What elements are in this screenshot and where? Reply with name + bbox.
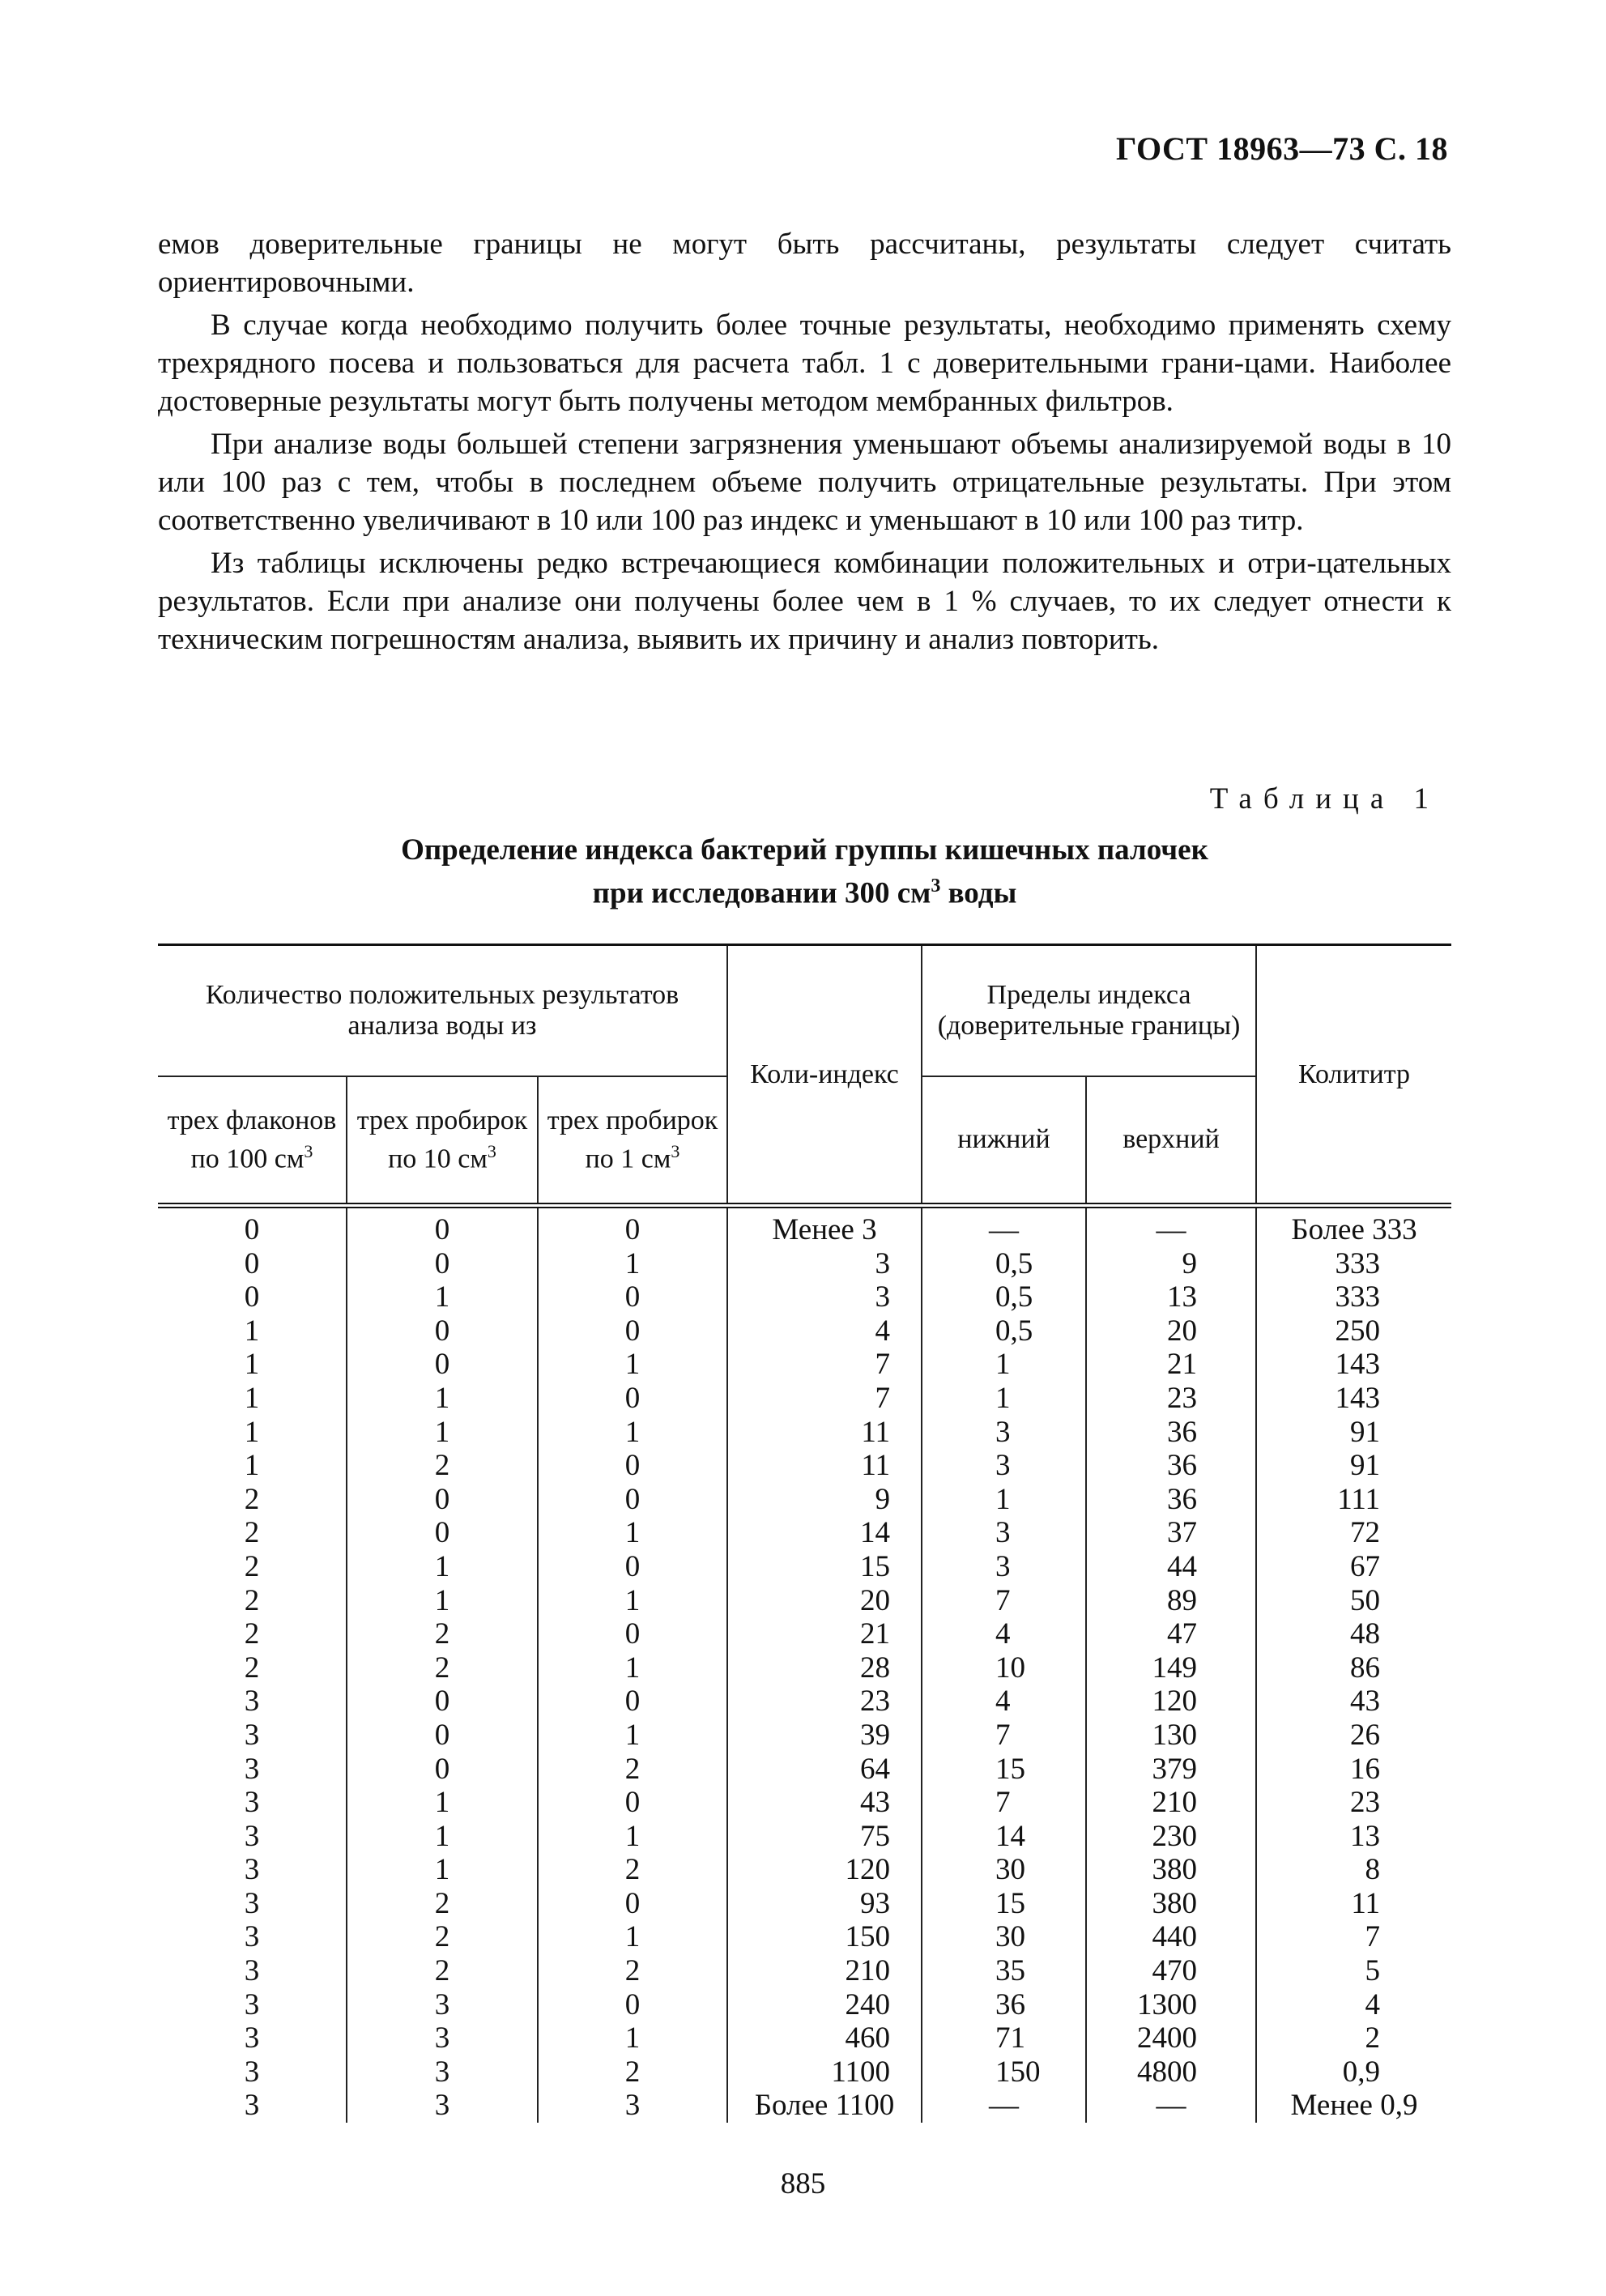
cell-coli-index: 11 (727, 1416, 922, 1450)
cell-coli-index: 150 (727, 1920, 922, 1954)
cell-colititer: 4 (1256, 1988, 1451, 2022)
cell-lower: 15 (922, 1753, 1086, 1787)
cell-lower: 3 (922, 1449, 1086, 1483)
cell-flasks-100: 3 (244, 1819, 260, 1853)
cell-tubes-1: 2 (538, 1753, 727, 1787)
cell-tubes-1: 0 (538, 1483, 727, 1517)
cell-lower: 0,5 (922, 1247, 1086, 1281)
cell-flasks-100: 3 (244, 2089, 260, 2123)
cell-upper: 120 (1086, 1685, 1256, 1719)
cell-tubes-10: 1 (347, 1853, 538, 1887)
cell-upper: 230 (1086, 1820, 1256, 1854)
cell-lower: — (922, 1206, 1086, 1247)
cell-tubes-1: 1 (538, 2021, 727, 2055)
cell-coli-index: 3 (727, 1280, 922, 1314)
cell-tubes-1: 0 (538, 1617, 727, 1651)
cell-flasks-100: 2 (244, 1617, 260, 1651)
header-positive-results: Количество положительных результатов анализа воды из (158, 945, 727, 1076)
cell-coli-index: 210 (727, 1954, 922, 1988)
cell-tubes-1: 0 (538, 1382, 727, 1416)
cell-coli-index: 14 (727, 1516, 922, 1550)
cell-upper: 130 (1086, 1719, 1256, 1753)
cell-tubes-10: 0 (347, 1314, 538, 1348)
cell-coli-index: 39 (727, 1719, 922, 1753)
cell-coli-index: 3 (727, 1247, 922, 1281)
cell-upper: 36 (1086, 1416, 1256, 1450)
cell-colititer: 48 (1256, 1617, 1451, 1651)
cell-colititer: 333 (1256, 1280, 1451, 1314)
cell-upper: 149 (1086, 1651, 1256, 1685)
cell-flasks-100: 1 (244, 1314, 260, 1348)
header-tubes-10: трех пробирок по 10 $см^3$ (347, 1076, 538, 1206)
cell-lower: 1 (922, 1382, 1086, 1416)
cell-upper: 21 (1086, 1348, 1256, 1382)
cell-lower: 7 (922, 1584, 1086, 1618)
cell-lower: 150 (922, 2055, 1086, 2089)
paragraph: Из таблицы исключены редко встречающиеся комбинации положительных и отри-цательных результатов. Если при анализе они получены более чем в 1 % случаев, то их следует отнести к техническим погрешностям анализа, выявить их причину и анализ повторить. (158, 547, 1451, 656)
cell-colititer: 50 (1256, 1584, 1451, 1618)
cell-lower: 4 (922, 1685, 1086, 1719)
cell-lower: 30 (922, 1920, 1086, 1954)
cell-colititer: 143 (1256, 1348, 1451, 1382)
table-label: Таблица 1 (1209, 782, 1440, 816)
cell-colititer: 23 (1256, 1786, 1451, 1820)
header-tubes-1: трех пробирок по 1 $см^3$ (538, 1076, 727, 1206)
paragraph: В случае когда необходимо получить более точные результаты, необходимо применять схему трехрядного посева и пользоваться для расчета табл. 1 с доверительными грани-цами. Наиболее достоверные результаты могут быть получены методом мембранных фильтров. (158, 309, 1451, 418)
cell-tubes-10: 0 (347, 1247, 538, 1281)
cell-tubes-10: 2 (347, 1887, 538, 1921)
cell-tubes-10: 1 (347, 1786, 538, 1820)
table-title-line1: Определение индекса бактерий группы кишечных палочек (401, 833, 1208, 867)
cell-tubes-1: 0 (538, 1550, 727, 1584)
cell-coli-index: 75 (727, 1820, 922, 1854)
cell-coli-index: 7 (727, 1382, 922, 1416)
header-colititer: Колититр (1256, 945, 1451, 1206)
cell-flasks-100: 2 (244, 1651, 260, 1685)
cell-lower: 7 (922, 1786, 1086, 1820)
table-row (158, 2089, 1451, 2123)
table-row (158, 1988, 1451, 2022)
cell-flasks-100: 3 (244, 2055, 260, 2089)
cell-upper: 47 (1086, 1617, 1256, 1651)
cell-tubes-1: 3 (538, 2089, 727, 2123)
table-row (158, 1786, 1451, 1820)
cell-tubes-1: 1 (538, 1348, 727, 1382)
cell-upper: — (1086, 2089, 1256, 2123)
cell-lower: 14 (922, 1820, 1086, 1854)
cell-lower: 35 (922, 1954, 1086, 1988)
cell-colititer: Более 333 (1256, 1206, 1451, 1247)
cell-upper: 36 (1086, 1483, 1256, 1517)
table-row (158, 1753, 1451, 1787)
table-row (158, 1382, 1451, 1416)
cell-coli-index: Менее 3 (727, 1206, 922, 1247)
table-row (158, 1449, 1451, 1483)
cell-flasks-100: 0 (244, 1280, 260, 1314)
cell-coli-index: 11 (727, 1449, 922, 1483)
cell-colititer: 26 (1256, 1719, 1451, 1753)
cell-upper: 2400 (1086, 2021, 1256, 2055)
cell-flasks-100: 1 (244, 1449, 260, 1483)
cell-upper: 13 (1086, 1280, 1256, 1314)
cell-lower: 7 (922, 1719, 1086, 1753)
cell-tubes-1: 1 (538, 1516, 727, 1550)
cell-flasks-100: 3 (244, 1718, 260, 1752)
table-row (158, 1550, 1451, 1584)
cell-coli-index: 120 (727, 1853, 922, 1887)
table-row (158, 1685, 1451, 1719)
cell-tubes-1: 0 (538, 1206, 727, 1247)
cell-colititer: 72 (1256, 1516, 1451, 1550)
cell-tubes-1: 2 (538, 1954, 727, 1988)
coli-index-table (158, 944, 1451, 2123)
cell-colititer: 250 (1256, 1314, 1451, 1348)
cell-lower: 0,5 (922, 1314, 1086, 1348)
cell-coli-index: 240 (727, 1988, 922, 2022)
cell-lower: 3 (922, 1550, 1086, 1584)
cell-tubes-1: 0 (538, 1280, 727, 1314)
table-row (158, 1920, 1451, 1954)
cell-upper: 9 (1086, 1247, 1256, 1281)
cell-lower: 15 (922, 1887, 1086, 1921)
cell-tubes-1: 0 (538, 1314, 727, 1348)
cell-tubes-10: 3 (347, 2089, 538, 2123)
cell-coli-index: 7 (727, 1348, 922, 1382)
document-header: ГОСТ 18963—73 С. 18 (1115, 130, 1448, 167)
cell-colititer: 333 (1256, 1247, 1451, 1281)
cell-lower: 36 (922, 1988, 1086, 2022)
table-row (158, 1887, 1451, 1921)
cell-upper: 379 (1086, 1753, 1256, 1787)
cell-colititer: 5 (1256, 1954, 1451, 1988)
cell-lower: — (922, 2089, 1086, 2123)
cell-tubes-10: 2 (347, 1449, 538, 1483)
cell-flasks-100: 1 (244, 1348, 260, 1382)
cell-coli-index: 28 (727, 1651, 922, 1685)
header-flasks-100: трех флаконов по 100 $см^3$ (158, 1076, 347, 1206)
cell-lower: 30 (922, 1853, 1086, 1887)
cell-flasks-100: 3 (244, 1920, 260, 1954)
cell-tubes-10: 1 (347, 1820, 538, 1854)
cell-upper: 470 (1086, 1954, 1256, 1988)
cell-colititer: 8 (1256, 1853, 1451, 1887)
page-number: 885 (780, 2167, 826, 2200)
cell-lower: 10 (922, 1651, 1086, 1685)
cell-tubes-10: 3 (347, 2055, 538, 2089)
cell-lower: 71 (922, 2021, 1086, 2055)
cell-upper: 37 (1086, 1516, 1256, 1550)
cell-tubes-1: 0 (538, 1449, 727, 1483)
body-text (158, 225, 1451, 658)
cell-tubes-1: 2 (538, 2055, 727, 2089)
cell-tubes-1: 1 (538, 1247, 727, 1281)
table-row (158, 1584, 1451, 1618)
cell-colititer: 11 (1256, 1887, 1451, 1921)
table-row (158, 1617, 1451, 1651)
header-coli-index: Коли-индекс (727, 945, 922, 1206)
table-row (158, 1516, 1451, 1550)
cell-colititer: 111 (1256, 1483, 1451, 1517)
table-row (158, 1206, 1451, 1247)
cell-colititer: 16 (1256, 1753, 1451, 1787)
cell-tubes-10: 2 (347, 1954, 538, 1988)
cell-colititer: 91 (1256, 1416, 1451, 1450)
table-row (158, 2055, 1451, 2089)
table-row (158, 1483, 1451, 1517)
table-row (158, 1820, 1451, 1854)
table-title-line2: при исследовании 300 $см^3$ воды (592, 875, 1017, 910)
cell-lower: 3 (922, 1416, 1086, 1450)
table-row (158, 1651, 1451, 1685)
cell-colititer: Менее 0,9 (1256, 2089, 1451, 2123)
cell-colititer: 2 (1256, 2021, 1451, 2055)
cell-tubes-10: 1 (347, 1416, 538, 1450)
cell-tubes-1: 1 (538, 1416, 727, 1450)
cell-flasks-100: 0 (244, 1213, 260, 1246)
cell-flasks-100: 3 (244, 1987, 260, 2021)
cell-coli-index: 460 (727, 2021, 922, 2055)
cell-tubes-10: 1 (347, 1382, 538, 1416)
cell-tubes-10: 3 (347, 1988, 538, 2022)
cell-colititer: 67 (1256, 1550, 1451, 1584)
cell-coli-index: 64 (727, 1753, 922, 1787)
cell-flasks-100: 1 (244, 1381, 260, 1415)
cell-upper: 20 (1086, 1314, 1256, 1348)
table-row (158, 2021, 1451, 2055)
cell-flasks-100: 2 (244, 1583, 260, 1617)
cell-upper: 44 (1086, 1550, 1256, 1584)
cell-colititer: 91 (1256, 1449, 1451, 1483)
cell-tubes-10: 0 (347, 1685, 538, 1719)
cell-tubes-1: 2 (538, 1853, 727, 1887)
header-lower: нижний (922, 1076, 1086, 1206)
cell-upper: 36 (1086, 1449, 1256, 1483)
cell-flasks-100: 3 (244, 1886, 260, 1920)
cell-coli-index: 43 (727, 1786, 922, 1820)
cell-tubes-1: 0 (538, 1988, 727, 2022)
cell-tubes-10: 2 (347, 1651, 538, 1685)
cell-tubes-1: 1 (538, 1920, 727, 1954)
cell-lower: 1 (922, 1483, 1086, 1517)
cell-flasks-100: 2 (244, 1549, 260, 1583)
cell-upper: 89 (1086, 1584, 1256, 1618)
cell-tubes-10: 1 (347, 1584, 538, 1618)
cell-tubes-10: 0 (347, 1753, 538, 1787)
cell-upper: 380 (1086, 1887, 1256, 1921)
paragraph: При анализе воды большей степени загрязнения уменьшают объемы анализируемой воды в 10 или 100 раз с тем, чтобы в последнем объеме получить отрицательные результаты. При этом соответственно увеличивают в 10 или 100 раз индекс и уменьшают в 10 или 100 раз титр. (158, 428, 1451, 537)
paragraph: емов доверительные границы не могут быть рассчитаны, результаты следует считать ориентировочными. (158, 228, 1451, 299)
cell-coli-index: Более 1100 (727, 2089, 922, 2123)
table-row (158, 1416, 1451, 1450)
cell-coli-index: 15 (727, 1550, 922, 1584)
cell-tubes-1: 1 (538, 1584, 727, 1618)
cell-coli-index: 1100 (727, 2055, 922, 2089)
cell-upper: 23 (1086, 1382, 1256, 1416)
cell-lower: 0,5 (922, 1280, 1086, 1314)
cell-tubes-10: 0 (347, 1483, 538, 1517)
cell-tubes-1: 1 (538, 1651, 727, 1685)
cell-tubes-10: 2 (347, 1617, 538, 1651)
cell-colititer: 143 (1256, 1382, 1451, 1416)
cell-flasks-100: 3 (244, 1752, 260, 1786)
cell-flasks-100: 3 (244, 1786, 260, 1820)
cell-lower: 4 (922, 1617, 1086, 1651)
cell-tubes-1: 0 (538, 1786, 727, 1820)
cell-flasks-100: 1 (244, 1415, 260, 1449)
cell-tubes-10: 3 (347, 2021, 538, 2055)
cell-tubes-10: 0 (347, 1516, 538, 1550)
cell-colititer: 43 (1256, 1685, 1451, 1719)
cell-flasks-100: 3 (244, 2021, 260, 2055)
cell-coli-index: 23 (727, 1685, 922, 1719)
header-upper: верхний (1086, 1076, 1256, 1206)
cell-flasks-100: 0 (244, 1246, 260, 1280)
cell-upper: 380 (1086, 1853, 1256, 1887)
cell-upper: 210 (1086, 1786, 1256, 1820)
cell-tubes-10: 2 (347, 1920, 538, 1954)
cell-tubes-1: 1 (538, 1719, 727, 1753)
cell-upper: 1300 (1086, 1988, 1256, 2022)
table-row (158, 1348, 1451, 1382)
cell-tubes-1: 0 (538, 1887, 727, 1921)
cell-tubes-10: 0 (347, 1348, 538, 1382)
cell-tubes-10: 0 (347, 1719, 538, 1753)
cell-upper: 4800 (1086, 2055, 1256, 2089)
cell-flasks-100: 3 (244, 1685, 260, 1719)
cell-colititer: 7 (1256, 1920, 1451, 1954)
cell-tubes-1: 1 (538, 1820, 727, 1854)
header-index-limits: Пределы индекса (доверительные границы) (922, 945, 1256, 1076)
cell-lower: 1 (922, 1348, 1086, 1382)
cell-coli-index: 20 (727, 1584, 922, 1618)
table-row (158, 1853, 1451, 1887)
cell-tubes-1: 0 (538, 1685, 727, 1719)
cell-upper: 440 (1086, 1920, 1256, 1954)
table-row (158, 1247, 1451, 1281)
cell-tubes-10: 0 (347, 1206, 538, 1247)
cell-flasks-100: 3 (244, 1954, 260, 1988)
table-title (158, 833, 1451, 911)
table-row (158, 1719, 1451, 1753)
table-row (158, 1954, 1451, 1988)
cell-upper: — (1086, 1206, 1256, 1247)
cell-tubes-10: 1 (347, 1550, 538, 1584)
cell-flasks-100: 3 (244, 1853, 260, 1887)
table-row (158, 1280, 1451, 1314)
cell-lower: 3 (922, 1516, 1086, 1550)
cell-colititer: 13 (1256, 1820, 1451, 1854)
cell-tubes-10: 1 (347, 1280, 538, 1314)
table-body (158, 1206, 1451, 2123)
cell-colititer: 0,9 (1256, 2055, 1451, 2089)
cell-coli-index: 4 (727, 1314, 922, 1348)
cell-colititer: 86 (1256, 1651, 1451, 1685)
cell-flasks-100: 2 (244, 1482, 260, 1516)
cell-coli-index: 9 (727, 1483, 922, 1517)
cell-flasks-100: 2 (244, 1516, 260, 1550)
table-row (158, 1314, 1451, 1348)
cell-coli-index: 93 (727, 1887, 922, 1921)
cell-coli-index: 21 (727, 1617, 922, 1651)
